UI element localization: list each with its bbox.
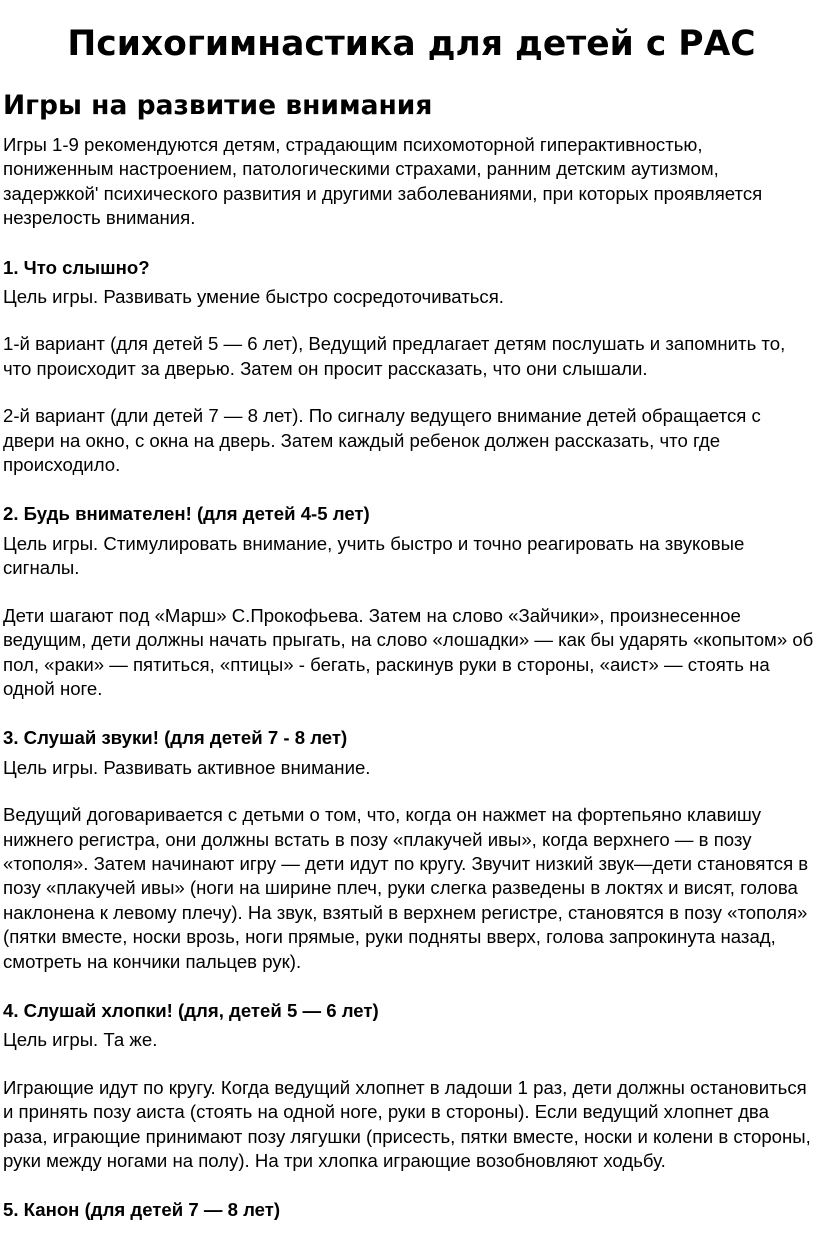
game-paragraph: 1-й вариант (для детей 5 — 6 лет), Ведущий предлагает детям послушать и запомнить то, что происходит за дверью. Затем он просит рассказать, что они слышали. <box>3 333 786 379</box>
game-paragraph: Играющие идут по кругу. Когда ведущий хлопнет в ладоши 1 раз, дети должны остановиться и принять позу аиста (стоять на одной ноге, руки в стороны). Если ведущий хлопнет два раза, играющие принимают позу лягушки (присесть, пятки вместе, носки и колени в стороны, руки между ногами на полу). На три хлопка играющие возобновляют ходьбу. <box>3 1076 811 1171</box>
game-paragraph: Дети шагают под «Марш» С.Прокофьева. Затем на слово «Зайчики», произнесенное ведущим, дети должны начать прыгать, на слово «лошадки» — как бы ударять «копытом» об пол, «раки» — пятиться, «птицы» - бегать, раскинув руки в стороны, «аист» — стоять на одной ноге. <box>3 604 814 699</box>
game-heading: 1. Что слышно? <box>3 256 150 278</box>
section-title: Игры на развитие внимания <box>3 90 433 121</box>
game-heading: 3. Слушай звуки! (для детей 7 - 8 лет) <box>3 727 348 749</box>
page-title: Психогимнастика для детей с РАС <box>67 24 756 64</box>
game-heading: 5. Канон (для детей 7 — 8 лет) <box>3 1199 281 1221</box>
game-goal: Цель игры. Развивать активное внимание. <box>3 756 371 778</box>
intro-paragraph: Игры 1-9 рекомендуются детям, страдающим психомоторной гиперактивностью, пониженным настроением, патологическими страхами, ранним детским аутизмом, задержкой' психического развития и другими заболеваниями, при которых проявляется незрелость внимания. <box>3 134 763 229</box>
game-heading: 2. Будь внимателен! (для детей 4-5 лет) <box>3 503 370 525</box>
game-goal: Цель игры. Стимулировать внимание, учить быстро и точно реагировать на звуковые сигналы. <box>3 532 745 579</box>
game-paragraph: Ведущий договаривается с детьми о том, что, когда он нажмет на фортепьяно клавишу нижнего регистра, они должны встать в позу «плакучей ивы», когда верхнего — в позу «тополя». Затем начинают игру — дети идут по кругу. Звучит низкий звук—дети становятся в позу «плакучей ивы» (ноги на ширине плеч, руки слегка разведены в локтях и висят, голова наклонена к левому плечу). На звук, взятый в верхнем регистре, становятся в позу «тополя» (пятки вместе, носки врозь, ноги прямые, руки подняты вверх, голова запрокинута назад, смотреть на кончики пальцев рук). <box>3 804 809 972</box>
game-goal: Цель игры. Та же. <box>3 1029 158 1051</box>
game-goal: Цель игры. Развивать умение быстро сосредоточиваться. <box>3 286 504 308</box>
game-paragraph: 2-й вариант (дли детей 7 — 8 лет). По сигналу ведущего внимание детей обращается с двери на окно, с окна на дверь. Затем каждый ребенок должен рассказать, что где происходило. <box>3 405 761 476</box>
game-heading: 4. Слушай хлопки! (для, детей 5 — 6 лет) <box>3 999 379 1021</box>
